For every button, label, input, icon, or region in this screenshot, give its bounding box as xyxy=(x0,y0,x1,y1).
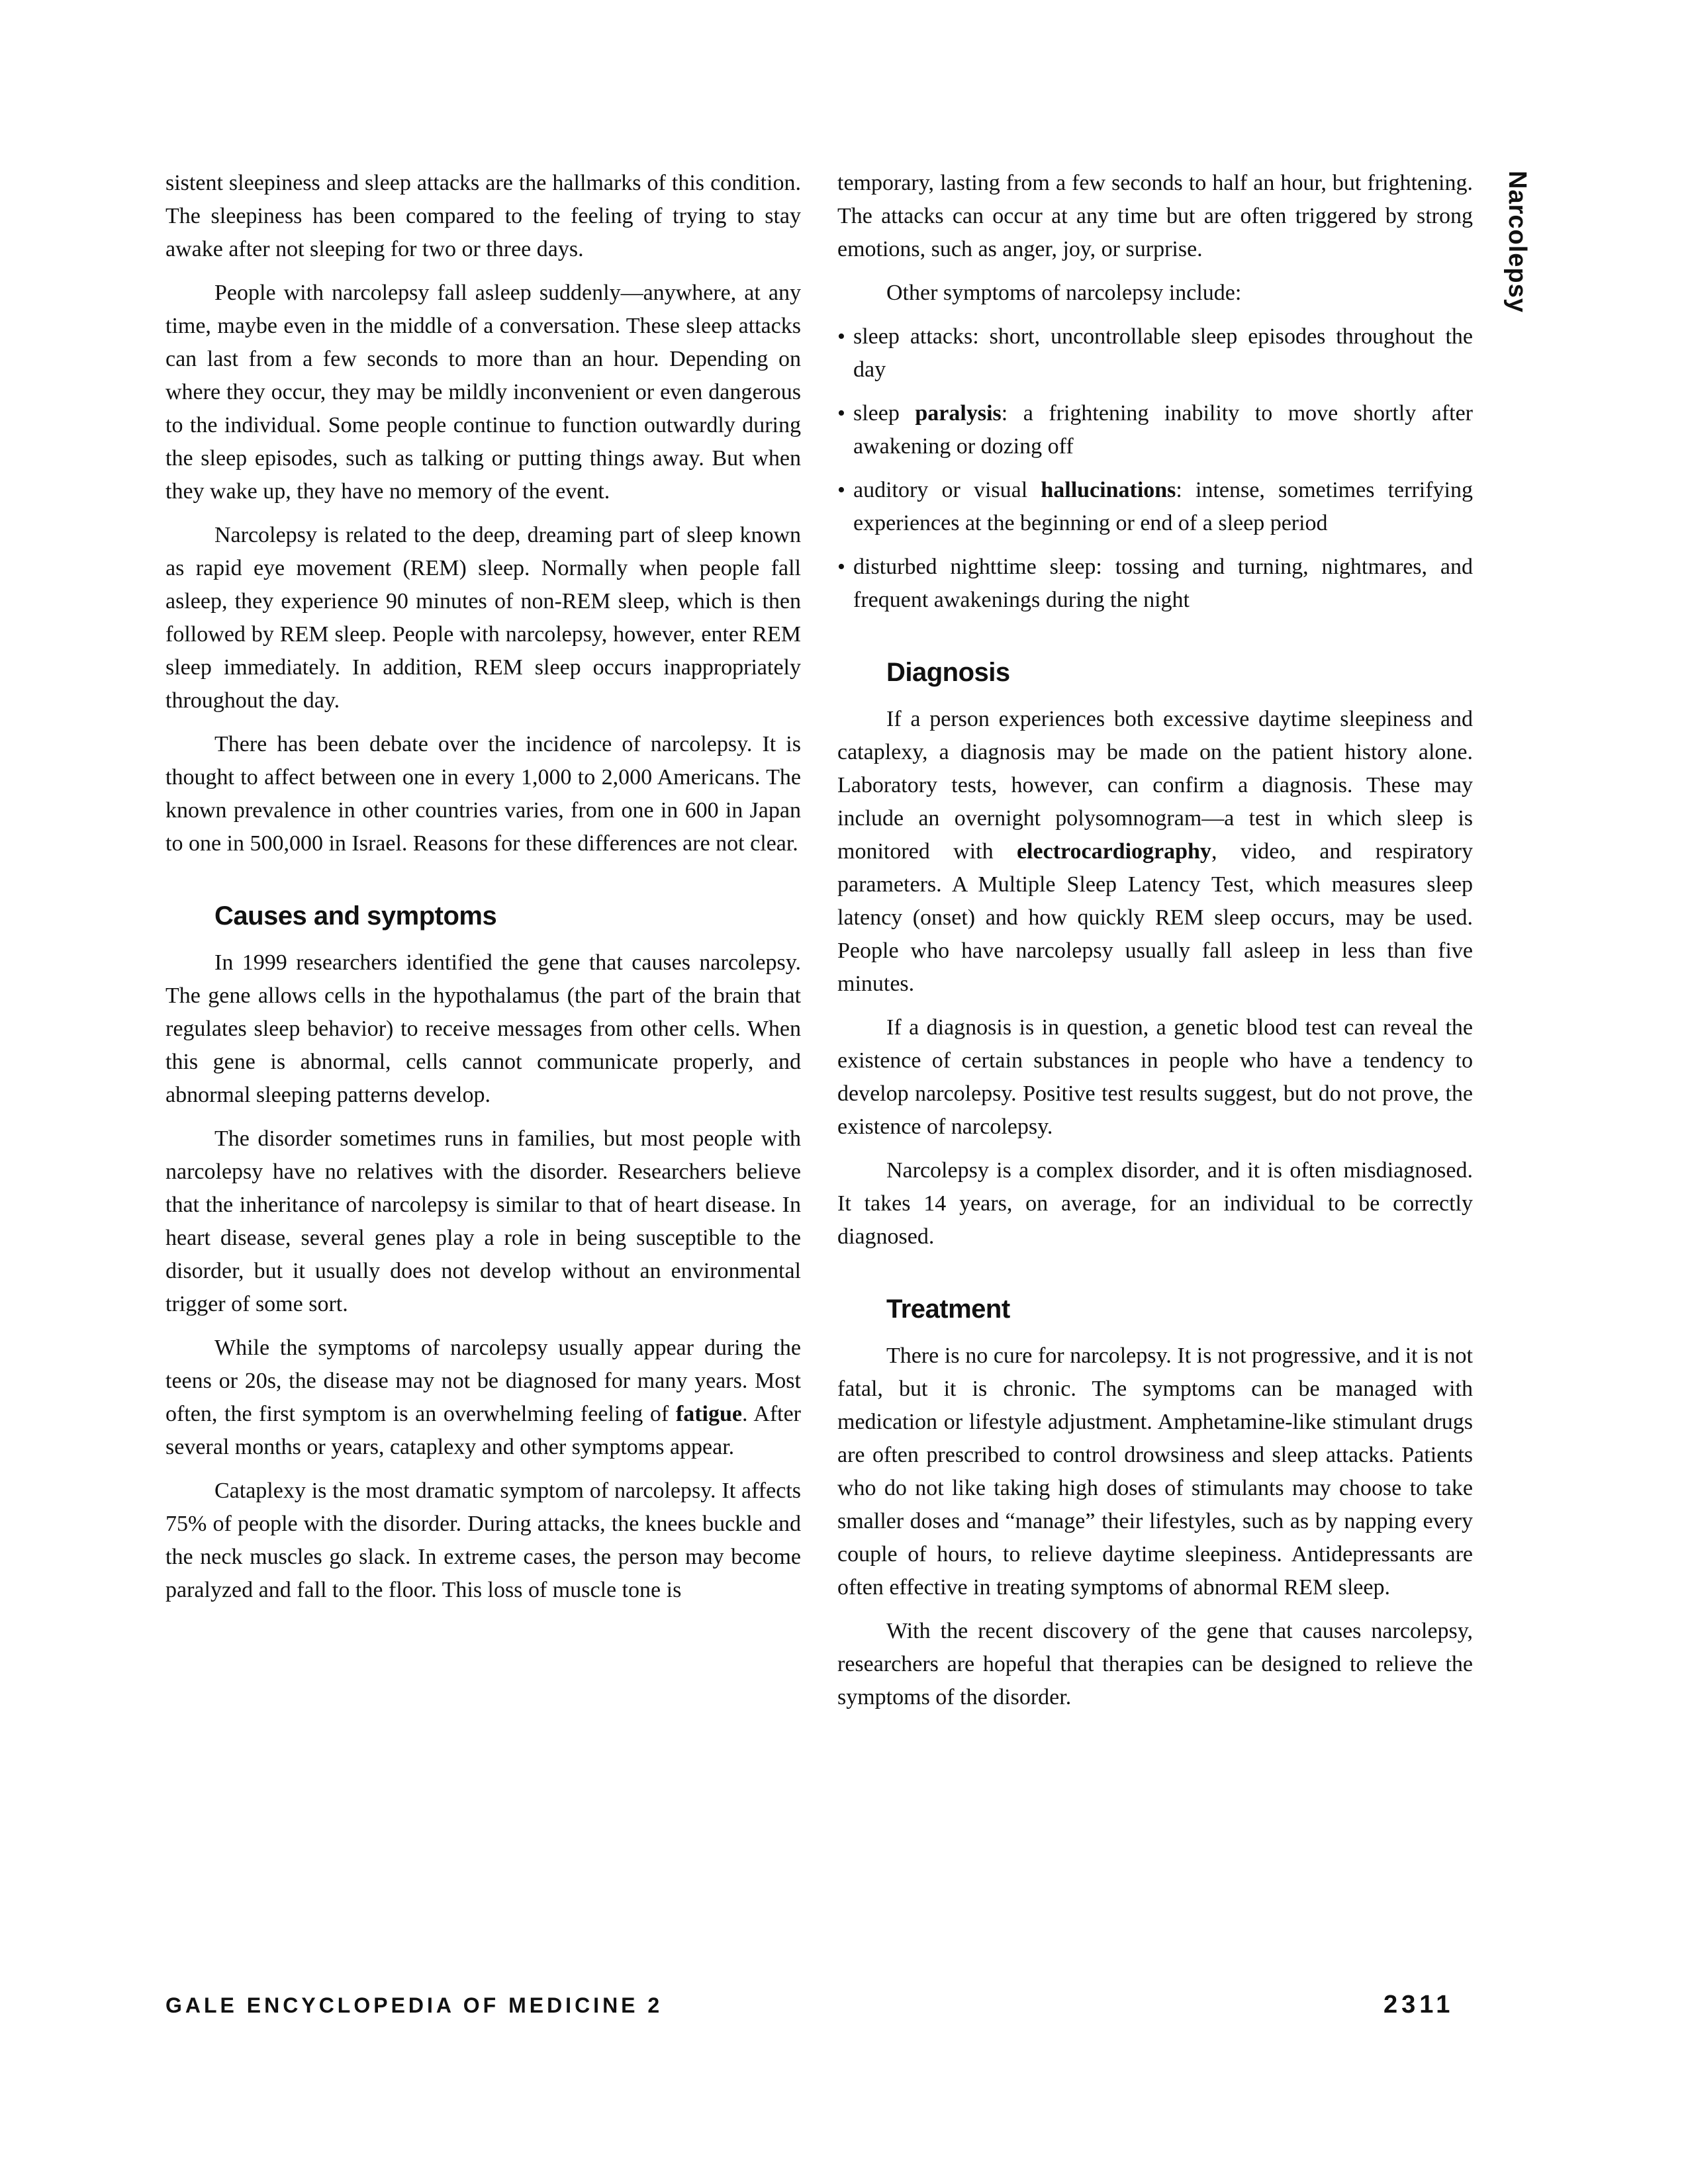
paragraph xyxy=(837,703,1473,1001)
left-column xyxy=(165,167,801,1617)
bullet-icon: • xyxy=(837,324,845,349)
paragraph: There has been debate over the incidence of narcolepsy. It is thought to affect between one in every 1,000 to 2,000 Americans. The known prevalence in other countries varies, from one in 600 in Japan to one in 500,000 in Israel. Reasons for these differences are not clear. xyxy=(165,732,801,856)
text-run: auditory or visual xyxy=(853,478,1041,502)
symptom-list xyxy=(837,320,1473,617)
bullet-icon: • xyxy=(837,478,845,502)
paragraph: Narcolepsy is a complex disorder, and it is often misdiagnosed. It takes 14 years, on average, for an individual to be correctly diagnosed. xyxy=(837,1158,1473,1249)
list-item xyxy=(837,397,1473,463)
list-item xyxy=(837,320,1473,387)
text-run: If a person experiences both excessive daytime sleepiness and cataplexy, a diagnosis may be made on the patient history alone. Laboratory tests, however, can confirm a diagnosis. These may include an overnight polysomnogram—a test in which sleep is monitored with xyxy=(837,707,1473,864)
paragraph: With the recent discovery of the gene that causes narcolepsy, researchers are hopeful that therapies can be designed to relieve the symptoms of the disorder. xyxy=(837,1619,1473,1709)
paragraph: The disorder sometimes runs in families, but most people with narcolepsy have no relatives with the disorder. Researchers believe that the inheritance of narcolepsy is similar to that of heart disease. In heart disease, several genes play a role in being susceptible to the disorder, but it usually does not develop without an environmental trigger of some sort. xyxy=(165,1126,801,1316)
text-run: disturbed nighttime sleep: tossing and turning, nightmares, and frequent awakenings during the night xyxy=(853,555,1473,612)
glossary-term-paralysis: paralysis xyxy=(915,401,1002,426)
paragraph: There is no cure for narcolepsy. It is not progressive, and it is not fatal, but it is chronic. The symptoms can be managed with medication or lifestyle adjustment. Amphetamine-like stimulant drugs are often prescribed to control drowsiness and sleep attacks. Patients who do not like taking high doses of stimulants may choose to take smaller doses and “manage” their lifestyles, such as by napping every couple of hours, to relieve daytime sleepiness. Antidepressants are often effective in treating symptoms of abnormal REM sleep. xyxy=(837,1343,1473,1600)
paragraph: In 1999 researchers identified the gene that causes narcolepsy. The gene allows cells in the hypothalamus (the part of the brain that regulates sleep behavior) to receive messages from other cells. When this gene is abnormal, cells cannot communicate properly, and abnormal sleeping patterns develop. xyxy=(165,950,801,1107)
section-heading-causes: Causes and symptoms xyxy=(214,901,497,931)
paragraph xyxy=(165,1332,801,1464)
list-item xyxy=(837,551,1473,617)
bullet-icon: • xyxy=(837,401,845,426)
glossary-term-fatigue: fatigue xyxy=(675,1402,742,1426)
glossary-term-hallucinations: hallucinations xyxy=(1041,478,1176,502)
section-heading-treatment: Treatment xyxy=(886,1295,1010,1324)
text-run: : a frightening inability to move shortly after awakening or dozing off xyxy=(853,401,1474,459)
text-run: While the symptoms of narcolepsy usually appear during the teens or 20s, the disease may not be diagnosed for many years. Most often, the first symptom is an overwhelming feeling of xyxy=(165,1336,801,1426)
text-run: . After several months or years, cataplexy and other symptoms appear. xyxy=(165,1402,802,1459)
glossary-term-electrocardiography: electrocardiography xyxy=(1016,839,1211,864)
paragraph: temporary, lasting from a few seconds to half an hour, but frightening. The attacks can occur at any time but are often triggered by strong emotions, such as anger, joy, or surprise. xyxy=(837,171,1473,261)
section-heading-diagnosis: Diagnosis xyxy=(886,658,1010,687)
paragraph: sistent sleepiness and sleep attacks are the hallmarks of this condition. The sleepiness has been compared to the feeling of trying to stay awake after not sleeping for two or three days. xyxy=(165,171,801,261)
paragraph: Narcolepsy is related to the deep, dreaming part of sleep known as rapid eye movement (REM) sleep. Normally when people fall asleep, they experience 90 minutes of non-REM sleep, which is then followed by REM sleep. People with narcolepsy, however, enter REM sleep immediately. In addition, REM sleep occurs inappropriately throughout the day. xyxy=(165,523,801,713)
right-column xyxy=(837,167,1473,1725)
paragraph: If a diagnosis is in question, a genetic blood test can reveal the existence of certain substances in people who have a tendency to develop narcolepsy. Positive test results suggest, but do not prove, the existence of narcolepsy. xyxy=(837,1015,1473,1139)
paragraph: Cataplexy is the most dramatic symptom of narcolepsy. It affects 75% of people with the disorder. During attacks, the knees buckle and the neck muscles go slack. In extreme cases, the person may become paralyzed and fall to the floor. This loss of muscle tone is xyxy=(165,1479,801,1602)
bullet-icon: • xyxy=(837,555,845,579)
running-head-tab: Narcolepsy xyxy=(1503,171,1531,313)
footer-publication: GALE ENCYCLOPEDIA OF MEDICINE 2 xyxy=(165,1993,663,2017)
paragraph: People with narcolepsy fall asleep suddenly—anywhere, at any time, maybe even in the middle of a conversation. These sleep attacks can last from a few seconds to more than an hour. Depending on where they occur, they may be mildly inconvenient or even dangerous to the individual. Some people continue to function outwardly during the sleep episodes, such as talking or putting things away. But when they wake up, they have no memory of the event. xyxy=(165,281,801,504)
text-run: , video, and respiratory parameters. A Multiple Sleep Latency Test, which measures sleep latency (onset) and how quickly REM sleep occurs, may be used. People who have narcolepsy usually fall asleep in less than five minutes. xyxy=(837,839,1473,996)
text-run: sleep attacks: short, uncontrollable sleep episodes throughout the day xyxy=(853,324,1473,382)
text-run: : intense, sometimes terrifying experiences at the beginning or end of a sleep period xyxy=(853,478,1474,535)
page-number: 2311 xyxy=(1383,1991,1454,2019)
list-item xyxy=(837,474,1473,540)
paragraph: Other symptoms of narcolepsy include: xyxy=(886,281,1242,305)
text-run: sleep xyxy=(853,401,915,426)
